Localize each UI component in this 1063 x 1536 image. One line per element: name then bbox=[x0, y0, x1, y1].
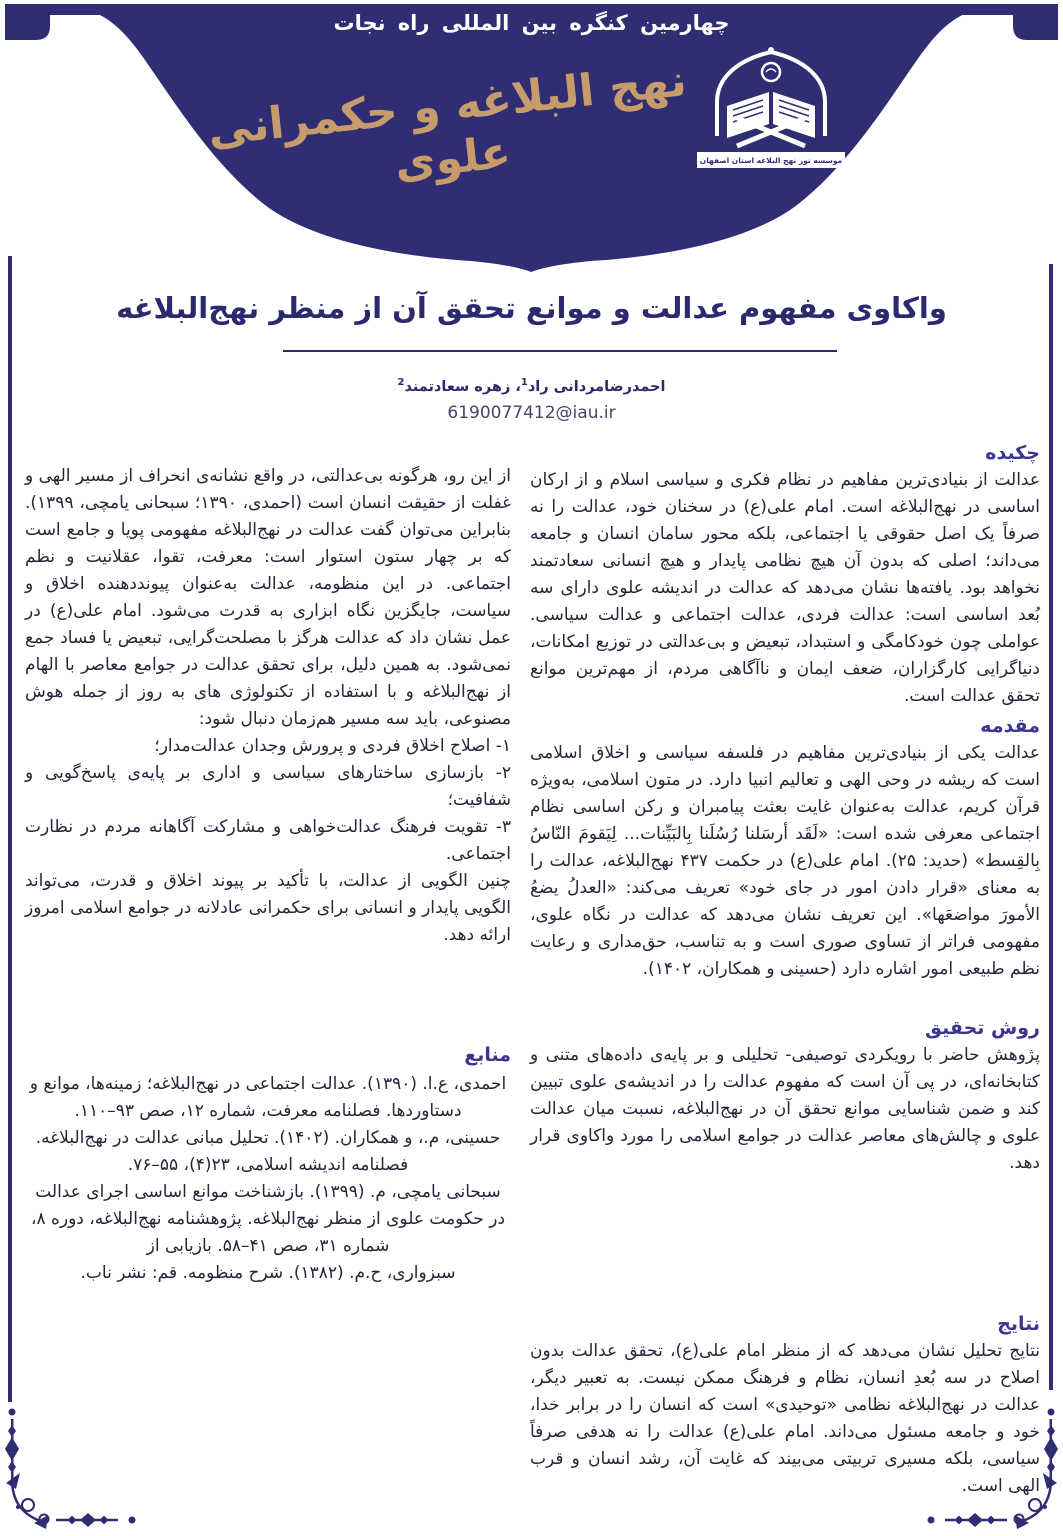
intro-continued-block bbox=[25, 463, 511, 949]
abstract-text: عدالت از بنیادی‌ترین مفاهیم در نظام فکری و سیاسی اسلام و از ارکان اساسی در نهج‌البلاغه است. امام علی(ع) در سخنان خود، عدالت را نه صرفاً یک اصل حقوقی یا اجتماعی، بلکه محور سامان انسان و جامعه می‌داند؛ اصلی که بدون آن هیچ نظامی پایدار و هیچ انسانی سعادتمند نخواهد بود. یافته‌ها نشان می‌دهد که عدالت در اندیشه علوی دارای سه بُعد اساسی است: عدالت فردی، عدالت اجتماعی و عدالت سیاسی. عواملی چون خودکامگی و استبداد، تبعیض و بی‌عدالتی در توزیع امکانات، دنیاگرایی کارگزاران، ضعف ایمان و ناآگاهی مردم، از مهم‌ترین موانع تحقق عدالت است. bbox=[530, 470, 1040, 706]
abstract-intro-block bbox=[530, 441, 1040, 983]
intro-closing-text: چنین الگویی از عدالت، با تأکید بر پیوند اخلاق و قدرت، می‌تواند الگویی پایدار و انسانی برای حکمرانی عادلانه در جوامع اسلامی امروز ارائه دهد. bbox=[25, 871, 511, 945]
reference-item: احمدی، ع.ا. (۱۳۹۰). عدالت اجتماعی در نهج‌البلاغه؛ زمینه‌ها، موانع و دستاوردها. فصلنامه معرفت، شماره ۱۲، صص ۹۳–۱۱۰. bbox=[29, 1074, 507, 1121]
references-heading: منابع bbox=[464, 1044, 511, 1066]
calligraphy-title: نهج البلاغه و حکمرانی علوی bbox=[205, 55, 689, 190]
left-border-rule bbox=[8, 256, 12, 1402]
logo-finial bbox=[768, 47, 774, 53]
results-text: نتایج تحلیل نشان می‌دهد که از منظر امام علی(ع)، تحقق عدالت بدون اصلاح در سه بُعدِ انسان، نظام و فرهنگ ممکن نیست. به تعبیر دیگر، عدالت در نهج‌البلاغه نظامی «توحیدی» است که انسان را در برابر خدا، خود و جامعه مسئول می‌داند. امام علی(ع) عدالت را نه هدفی صرفاً سیاسی، بلکه مسیری تربیتی می‌بیند که غایت آن، رشد انسان و قرب الهی است. bbox=[530, 1341, 1040, 1496]
logo-caption: موسسه نور نهج البلاغه استان اصفهان bbox=[699, 156, 843, 165]
reference-item: سبزواری، ح.م. (۱۳۸۲). شرح منظومه. قم: نشر ناب. bbox=[80, 1263, 456, 1283]
references-block bbox=[25, 1043, 511, 1287]
method-block bbox=[530, 1016, 1040, 1177]
reference-item: سبحانی یامچی، م. (۱۳۹۹). بازشناخت موانع اساسی اجرای عدالت در حکومت علوی از منظر نهج‌البلاغه. پژوهشنامه نهج‌البلاغه، دوره ۸، شماره ۳۱، صص ۴۱–۵۸. بازیابی از bbox=[30, 1182, 506, 1256]
bottom-right-ornament bbox=[903, 1395, 1063, 1536]
congress-title: چهارمین کنگره بین المللی راه نجات bbox=[333, 11, 730, 35]
reference-item: حسینی، م.، و همکاران. (۱۴۰۲). تحلیل مبانی عدالت در نهج‌البلاغه. فصلنامه اندیشه اسلامی، ۲۳(۴)، ۵۵–۷۶. bbox=[35, 1128, 501, 1175]
contact-email[interactable]: 6190077412@iau.ir bbox=[447, 403, 616, 423]
bottom-left-ornament bbox=[0, 1395, 160, 1536]
author-2-affiliation-mark: 2 bbox=[397, 377, 405, 388]
list-item-2: ۲- بازسازی ساختارهای سیاسی و اداری بر پایه‌ی پاسخ‌گویی و شفافیت؛ bbox=[25, 763, 511, 810]
abstract-heading: چکیده bbox=[985, 442, 1040, 464]
introduction-text: عدالت یکی از بنیادی‌ترین مفاهیم در فلسفه سیاسی و اخلاق اسلامی است که ریشه در وحی الهی و تعالیم انبیا دارد. در متون اسلامی، به‌ویژه قرآن کریم، عدالت به‌عنوان غایت بعثت پیامبران و رکن اساسی نظام اجتماعی معرفی شده است: «لَقَد أرسَلنا رُسُلَنا بِالبَیِّنات... لِیَقومَ النّاسُ بِالقِسط» (حدید: ۲۵). امام علی(ع) در حکمت ۴۳۷ نهج‌البلاغه، عدالت را به معنای «قرار دادن امور در جای خود» تعریف می‌کند: «العدلُ یضعُ الأمورَ مواضعَها». این تعریف نشان می‌دهد که عدالت در نگاه علوی، مفهومی فراتر از تساوی صوری است و به تناسب، حق‌مداری و رعایت نظم طبیعی امور اشاره دارد (حسینی و همکاران، ۱۴۰۲). bbox=[530, 743, 1041, 979]
authors-line bbox=[0, 377, 1063, 395]
open-book-icon bbox=[727, 92, 815, 146]
introduction-heading: مقدمه bbox=[980, 715, 1040, 737]
method-heading: روش تحقیق bbox=[925, 1017, 1040, 1039]
authors-separator: ، bbox=[510, 378, 521, 395]
intro-continued-text: از این رو، هرگونه بی‌عدالتی، در واقع نشانه‌ی انحراف از مسیر الهی و غفلت از حقیقت انسان است (احمدی، ۱۳۹۰؛ سبحانی یامچی، ۱۳۹۹). بنابراین می‌توان گفت عدالت در نهج‌البلاغه مفهومی پویا و جامع است که بر چهار ستون استوار است: معرفت، تقوا، عقلانیت و نظم اجتماعی. در این منظومه، عدالت به‌عنوان پیونددهنده اخلاق و سیاست، جایگزین نگاه ابزاری به قدرت می‌شود. امام علی(ع) در عمل نشان داد که عدالت هرگز با مصلحت‌گرایی، تبعیض یا فساد جمع نمی‌شود. به همین دلیل، برای تحقق عدالت در جوامع معاصر با الهام از نهج‌البلاغه و با استفاده از تکنولوژی های به روز از جمله هوش مصنوعی، باید سه مسیر هم‌زمان دنبال شود: bbox=[25, 466, 511, 729]
method-text: پژوهش حاضر با رویکردی توصیفی- تحلیلی و بر پایه‌ی داده‌های متنی و کتابخانه‌ای، در پی آن است که مفهوم عدالت را در اندیشه‌ی علوی تبیین کند و ضمن شناسایی موانع تحقق آن در نهج‌البلاغه، نسبت میان عدالت علوی و چالش‌های معاصر عدالت در جوامع اسلامی را مورد واکاوی قرار دهد. bbox=[530, 1045, 1040, 1173]
author-1-affiliation-mark: 1 bbox=[520, 377, 528, 388]
author-1: احمدرضامردانی راد bbox=[527, 378, 666, 395]
results-heading: نتایج bbox=[997, 1313, 1040, 1335]
title-divider bbox=[283, 350, 837, 352]
right-border-rule bbox=[1049, 264, 1053, 1390]
paper-title: واکاوی مفهوم عدالت و موانع تحقق آن از منظر نهج‌البلاغه bbox=[116, 291, 947, 325]
logo-medallion bbox=[762, 63, 780, 81]
author-2: زهره سعادتمند bbox=[404, 378, 511, 395]
list-item-3: ۳- تقویت فرهنگ عدالت‌خواهی و مشارکت آگاهانه مردم در نظارت اجتماعی. bbox=[25, 817, 511, 864]
institute-logo bbox=[695, 44, 847, 172]
list-item-1: ۱- اصلاح اخلاق فردی و پرورش وجدان عدالت‌مدار؛ bbox=[154, 736, 511, 756]
